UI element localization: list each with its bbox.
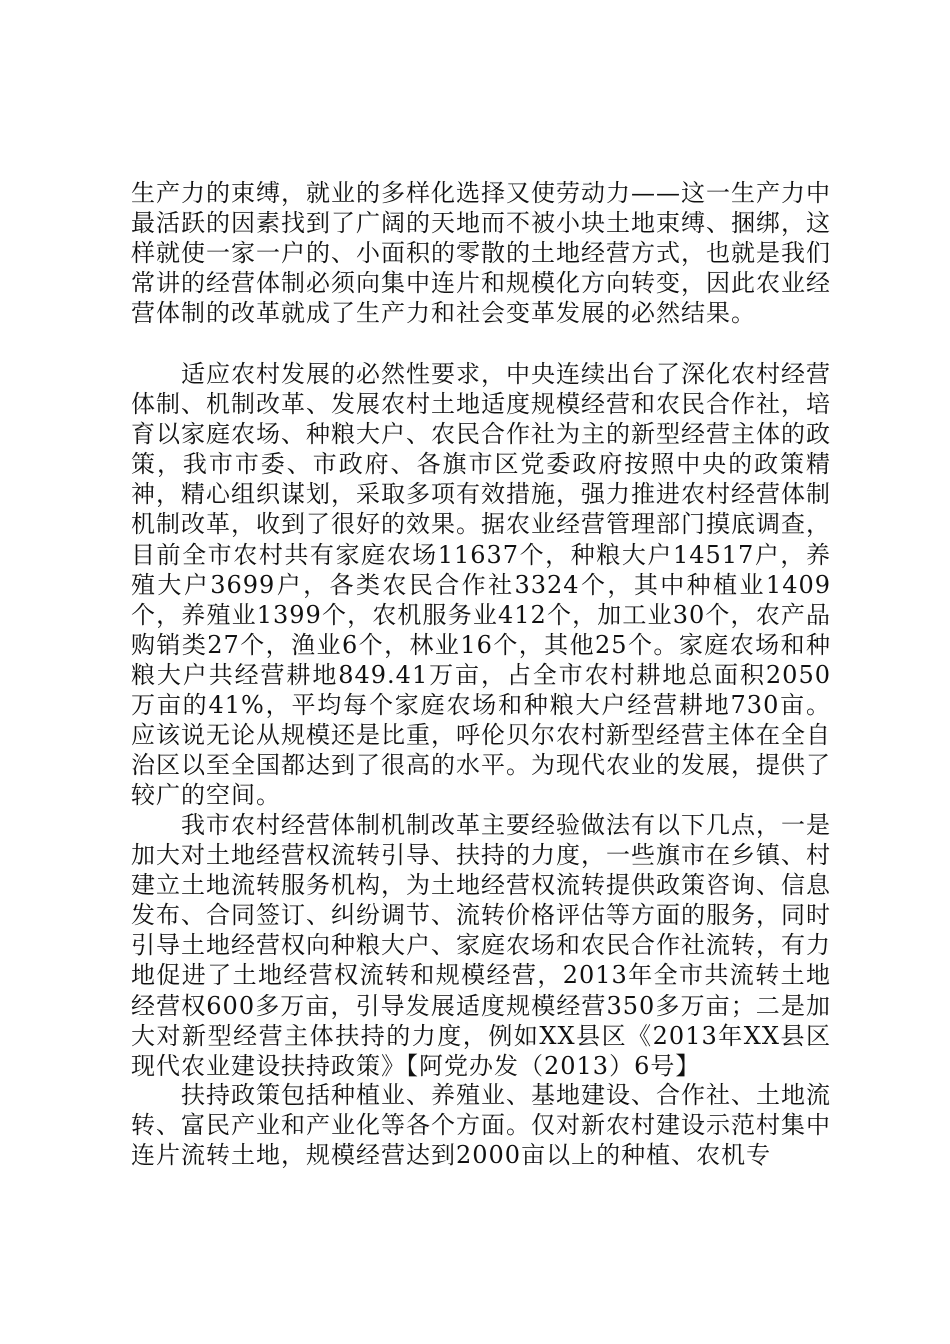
paragraph-reform-experience: 我市农村经营体制机制改革主要经验做法有以下几点，一是加大对土地经营权流转引导、扶持的力度，一些旗市在乡镇、村建立土地流转服务机构，为土地经营权流转提供政策咨询、信息发布、合同签订、纠纷调节、流转价格评估等方面的服务，同时引导土地经营权向种粮大户、家庭农场和农民合作社流转，有力地促进了土地经营权流转和规模经营，2013年全市共流转土地经营权600多万亩，引导发展适度规模经营350多万亩；二是加大对新型经营主体扶持的力度，例如XX县区《2013年XX县区现代农业建设扶持政策》【阿党办发（2013）6号】	[131, 811, 831, 1080]
paragraph-rural-development: 适应农村发展的必然性要求，中央连续出台了深化农村经营体制、机制改革、发展农村土地适度规模经营和农民合作社，培育以家庭农场、种粮大户、农民合作社为主的新型经营主体的政策，我市市委、市政府、各旗市区党委政府按照中央的政策精神，精心组织谋划，采取多项有效措施，强力推进农村经营体制机制改革，收到了很好的效果。据农业经营管理部门摸底调查，目前全市农村共有家庭农场11637个，种粮大户14517户，养殖大户3699户，各类农民合作社3324个，其中种植业1409个，养殖业1399个，农机服务业412个，加工业30个，农产品购销类27个，渔业6个，林业16个，其他25个。家庭农场和种粮大户共经营耕地849.41万亩，占全市农村耕地总面积2050万亩的41%，平均每个家庭农场和种粮大户经营耕地730亩。应该说无论从规模还是比重，呼伦贝尔农村新型经营主体在全自治区以至全国都达到了很高的水平。为现代农业的发展，提供了较广的空间。	[131, 360, 831, 810]
paragraph-continuation: 生产力的束缚，就业的多样化选择又使劳动力——这一生产力中最活跃的因素找到了广阔的天地而不被小块土地束缚、捆绑，这样就使一家一户的、小面积的零散的土地经营方式，也就是我们常讲的经营体制必须向集中连片和规模化方向转变，因此农业经营体制的改革就成了生产力和社会变革发展的必然结果。	[131, 179, 831, 328]
paragraph-support-policy: 扶持政策包括种植业、养殖业、基地建设、合作社、土地流转、富民产业和产业化等各个方面。仅对新农村建设示范村集中连片流转土地，规模经营达到2000亩以上的种植、农机专	[131, 1081, 831, 1170]
